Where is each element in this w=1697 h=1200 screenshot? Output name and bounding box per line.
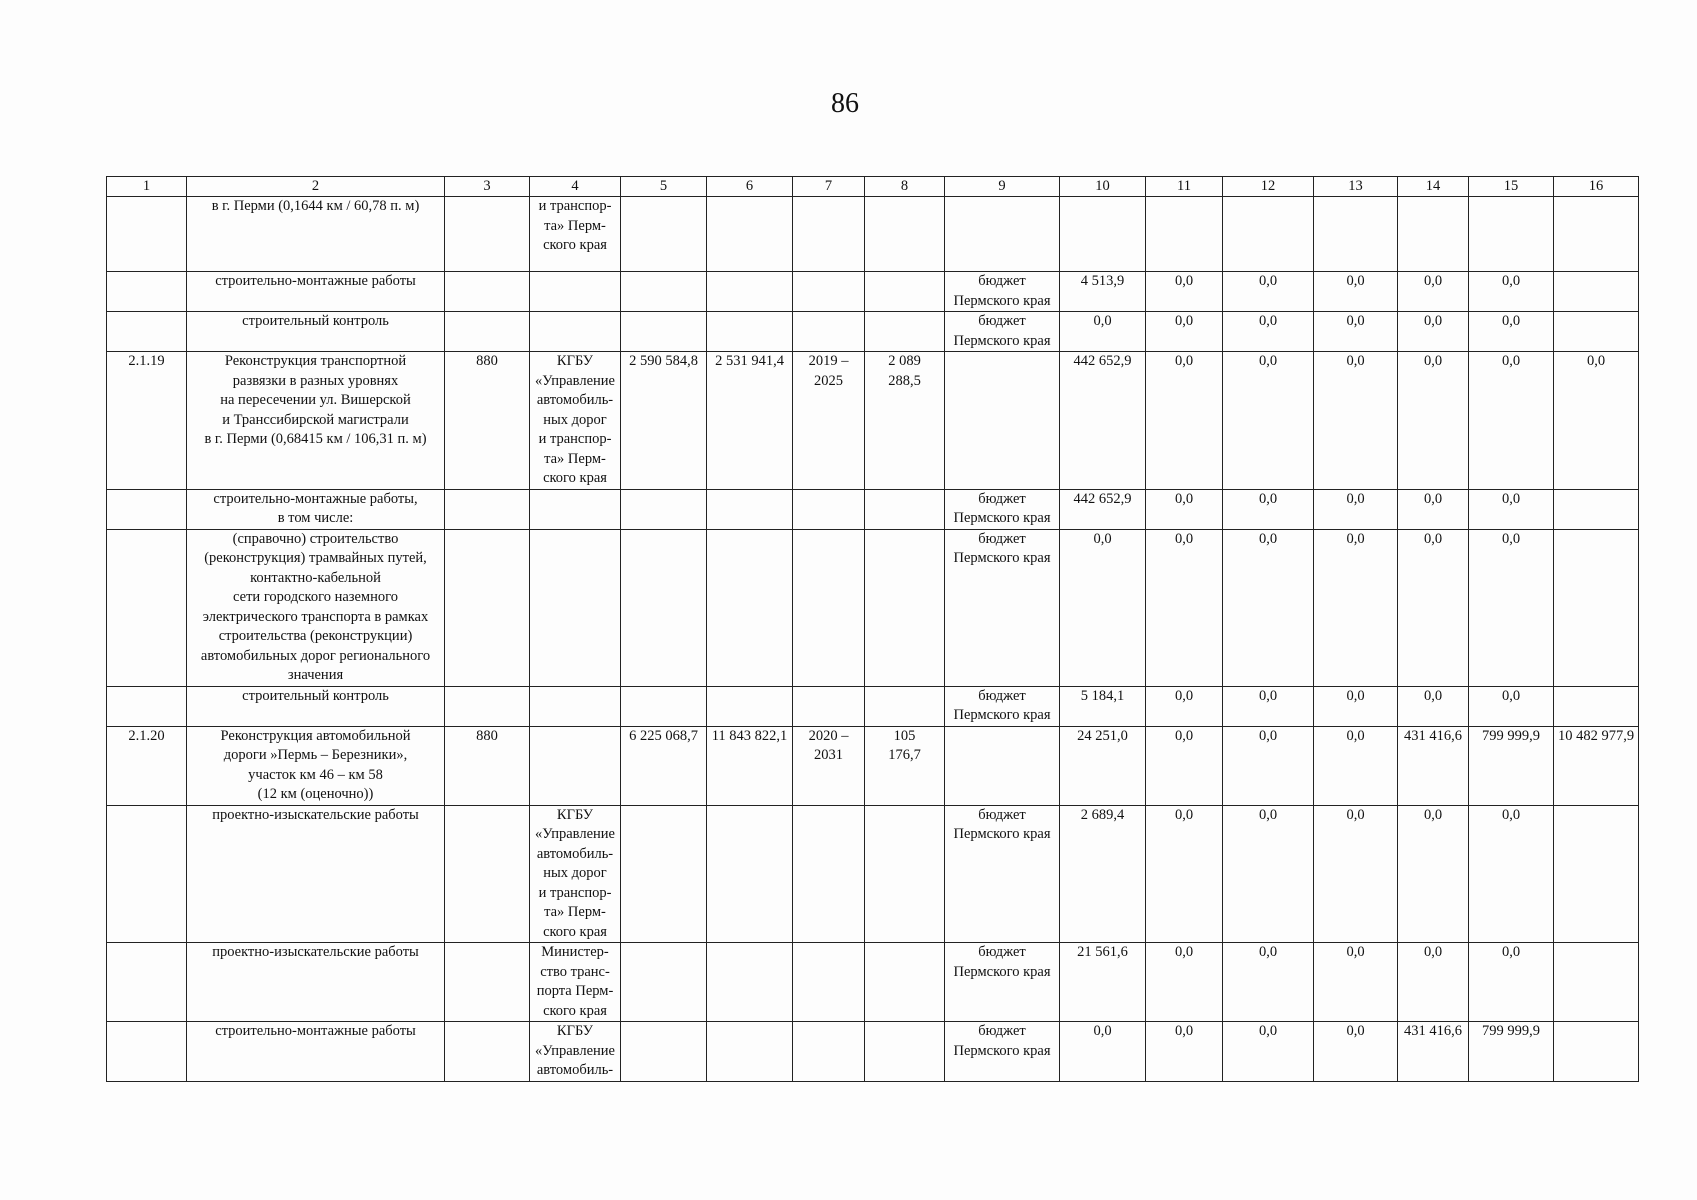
table-cell-col-3: 880: [445, 352, 530, 490]
table-cell-col-5: [621, 805, 707, 943]
column-number-13: 13: [1314, 177, 1398, 197]
table-cell-col-9: [945, 197, 1060, 272]
table-cell-col-6: [707, 943, 793, 1022]
table-cell-col-14: 0,0: [1398, 312, 1469, 352]
table-cell-col-15: 0,0: [1469, 312, 1554, 352]
table-cell-col-10: 0,0: [1060, 312, 1146, 352]
table-cell-col-3: [445, 312, 530, 352]
table-cell-col-2: строительный контроль: [187, 312, 445, 352]
table-cell-col-4: КГБУ «Управление автомобиль- ных дорог и транспор- та» Перм- ского края: [530, 352, 621, 490]
table-cell-col-5: 6 225 068,7: [621, 726, 707, 805]
table-cell-col-2: строительно-монтажные работы, в том числе:: [187, 489, 445, 529]
table-cell-col-12: 0,0: [1223, 489, 1314, 529]
table-cell-col-15: 0,0: [1469, 489, 1554, 529]
column-number-row: [107, 177, 1639, 197]
table-cell-col-8: [865, 529, 945, 686]
table-cell-col-6: [707, 805, 793, 943]
table-cell-col-6: 2 531 941,4: [707, 352, 793, 490]
table-cell-col-3: [445, 489, 530, 529]
table-cell-col-5: [621, 312, 707, 352]
table-cell-col-2: Реконструкция автомобильной дороги »Пермь – Березники», участок км 46 – км 58 (12 км (оценочно)): [187, 726, 445, 805]
table-cell-col-10: 2 689,4: [1060, 805, 1146, 943]
table-row: [107, 312, 1639, 352]
table-cell-col-3: [445, 197, 530, 272]
table-cell-col-8: [865, 272, 945, 312]
table-cell-col-7: [793, 943, 865, 1022]
table-cell-col-12: 0,0: [1223, 352, 1314, 490]
page-number: 86: [831, 88, 859, 119]
table-cell-col-13: [1314, 197, 1398, 272]
table-cell-col-12: 0,0: [1223, 312, 1314, 352]
table-cell-col-6: [707, 312, 793, 352]
table-row: [107, 489, 1639, 529]
table-cell-col-9: бюджет Пермского края: [945, 272, 1060, 312]
column-number-3: 3: [445, 177, 530, 197]
table-cell-col-15: 0,0: [1469, 805, 1554, 943]
table-cell-col-1: [107, 529, 187, 686]
table-row: [107, 943, 1639, 1022]
column-number-8: 8: [865, 177, 945, 197]
table-cell-col-1: [107, 312, 187, 352]
table-cell-col-13: 0,0: [1314, 1022, 1398, 1082]
table-cell-col-15: 799 999,9: [1469, 1022, 1554, 1082]
table-cell-col-14: 431 416,6: [1398, 726, 1469, 805]
table-cell-col-2: строительный контроль: [187, 686, 445, 726]
table-cell-col-16: [1554, 943, 1639, 1022]
table-cell-col-3: [445, 529, 530, 686]
table-cell-col-8: [865, 943, 945, 1022]
table-cell-col-1: [107, 686, 187, 726]
table-cell-col-13: 0,0: [1314, 352, 1398, 490]
table-cell-col-11: 0,0: [1146, 352, 1223, 490]
column-number-12: 12: [1223, 177, 1314, 197]
table-cell-col-8: 105 176,7: [865, 726, 945, 805]
table-cell-col-4: Министер- ство транс- порта Перм- ского края: [530, 943, 621, 1022]
table-cell-col-1: [107, 805, 187, 943]
table-cell-col-1: [107, 1022, 187, 1082]
table-cell-col-12: 0,0: [1223, 686, 1314, 726]
table-cell-col-2: (справочно) строительство (реконструкция) трамвайных путей, контактно-кабельной сети городского наземного электрического транспорта в рамках строительства (реконструкции) автомобильных дорог регионального значения: [187, 529, 445, 686]
table-cell-col-11: 0,0: [1146, 529, 1223, 686]
table-cell-col-11: 0,0: [1146, 489, 1223, 529]
table-cell-col-10: 4 513,9: [1060, 272, 1146, 312]
table-cell-col-1: [107, 489, 187, 529]
table-cell-col-15: 0,0: [1469, 272, 1554, 312]
table-cell-col-10: 442 652,9: [1060, 352, 1146, 490]
table-cell-col-11: 0,0: [1146, 726, 1223, 805]
table-cell-col-5: [621, 272, 707, 312]
table-cell-col-10: 0,0: [1060, 529, 1146, 686]
table-cell-col-5: [621, 529, 707, 686]
table-cell-col-4: КГБУ «Управление автомобиль-: [530, 1022, 621, 1082]
table-cell-col-14: 0,0: [1398, 805, 1469, 943]
table-cell-col-6: [707, 686, 793, 726]
table-cell-col-8: [865, 805, 945, 943]
table-cell-col-14: 0,0: [1398, 529, 1469, 686]
column-number-5: 5: [621, 177, 707, 197]
table-cell-col-9: бюджет Пермского края: [945, 489, 1060, 529]
table-cell-col-14: 0,0: [1398, 272, 1469, 312]
table-cell-col-8: 2 089 288,5: [865, 352, 945, 490]
table-cell-col-3: [445, 686, 530, 726]
table-cell-col-9: бюджет Пермского края: [945, 1022, 1060, 1082]
table-cell-col-14: 431 416,6: [1398, 1022, 1469, 1082]
column-number-14: 14: [1398, 177, 1469, 197]
table-row: [107, 1022, 1639, 1082]
table-cell-col-10: 442 652,9: [1060, 489, 1146, 529]
table-cell-col-7: [793, 686, 865, 726]
table-cell-col-3: [445, 1022, 530, 1082]
table-cell-col-8: [865, 1022, 945, 1082]
table-cell-col-16: [1554, 197, 1639, 272]
column-number-7: 7: [793, 177, 865, 197]
table-cell-col-1: [107, 197, 187, 272]
table-cell-col-6: [707, 197, 793, 272]
table-cell-col-4: и транспор- та» Перм- ского края: [530, 197, 621, 272]
table-cell-col-16: [1554, 312, 1639, 352]
column-number-15: 15: [1469, 177, 1554, 197]
table-cell-col-15: 0,0: [1469, 352, 1554, 490]
table-cell-col-13: 0,0: [1314, 312, 1398, 352]
table-cell-col-7: [793, 805, 865, 943]
table-row: [107, 529, 1639, 686]
table-cell-col-9: бюджет Пермского края: [945, 312, 1060, 352]
table-cell-col-5: [621, 686, 707, 726]
table-cell-col-9: бюджет Пермского края: [945, 686, 1060, 726]
table-cell-col-14: 0,0: [1398, 943, 1469, 1022]
table-cell-col-15: 0,0: [1469, 529, 1554, 686]
table-cell-col-12: 0,0: [1223, 529, 1314, 686]
table-cell-col-10: 21 561,6: [1060, 943, 1146, 1022]
table-cell-col-9: [945, 352, 1060, 490]
table-cell-col-4: [530, 686, 621, 726]
table-cell-col-10: [1060, 197, 1146, 272]
table-cell-col-7: [793, 312, 865, 352]
table-cell-col-13: 0,0: [1314, 726, 1398, 805]
table-cell-col-15: [1469, 197, 1554, 272]
table-cell-col-6: [707, 529, 793, 686]
table-cell-col-2: в г. Перми (0,1644 км / 60,78 п. м): [187, 197, 445, 272]
table-cell-col-6: [707, 272, 793, 312]
table-cell-col-11: 0,0: [1146, 272, 1223, 312]
table-row: [107, 805, 1639, 943]
table-cell-col-10: 0,0: [1060, 1022, 1146, 1082]
table-row: [107, 352, 1639, 490]
table-cell-col-14: 0,0: [1398, 489, 1469, 529]
table-cell-col-15: 0,0: [1469, 943, 1554, 1022]
column-number-9: 9: [945, 177, 1060, 197]
table-cell-col-13: 0,0: [1314, 529, 1398, 686]
table-cell-col-14: 0,0: [1398, 352, 1469, 490]
table-cell-col-7: [793, 197, 865, 272]
table-row: [107, 272, 1639, 312]
table-cell-col-13: 0,0: [1314, 805, 1398, 943]
column-number-1: 1: [107, 177, 187, 197]
table-cell-col-15: 0,0: [1469, 686, 1554, 726]
table-cell-col-5: [621, 489, 707, 529]
table-cell-col-8: [865, 312, 945, 352]
table-cell-col-3: 880: [445, 726, 530, 805]
column-number-11: 11: [1146, 177, 1223, 197]
table-cell-col-4: [530, 529, 621, 686]
table-cell-col-4: [530, 726, 621, 805]
table-cell-col-9: бюджет Пермского края: [945, 805, 1060, 943]
table-cell-col-1: 2.1.19: [107, 352, 187, 490]
table-cell-col-12: 0,0: [1223, 272, 1314, 312]
table-cell-col-16: [1554, 489, 1639, 529]
table-cell-col-12: 0,0: [1223, 805, 1314, 943]
table-cell-col-6: 11 843 822,1: [707, 726, 793, 805]
table-cell-col-16: 10 482 977,9: [1554, 726, 1639, 805]
table-cell-col-4: [530, 489, 621, 529]
table-cell-col-15: 799 999,9: [1469, 726, 1554, 805]
table-cell-col-1: [107, 272, 187, 312]
table-cell-col-11: 0,0: [1146, 686, 1223, 726]
table-cell-col-1: 2.1.20: [107, 726, 187, 805]
column-number-2: 2: [187, 177, 445, 197]
table-cell-col-13: 0,0: [1314, 686, 1398, 726]
table-cell-col-11: 0,0: [1146, 805, 1223, 943]
table-cell-col-16: [1554, 805, 1639, 943]
table-cell-col-14: [1398, 197, 1469, 272]
table-cell-col-13: 0,0: [1314, 489, 1398, 529]
table-cell-col-10: 5 184,1: [1060, 686, 1146, 726]
table-cell-col-2: строительно-монтажные работы: [187, 1022, 445, 1082]
column-number-6: 6: [707, 177, 793, 197]
column-number-10: 10: [1060, 177, 1146, 197]
table-cell-col-7: 2020 – 2031: [793, 726, 865, 805]
table-cell-col-2: Реконструкция транспортной развязки в разных уровнях на пересечении ул. Вишерской и Транссибирской магистрали в г. Перми (0,68415 км / 106,31 п. м): [187, 352, 445, 490]
table-cell-col-3: [445, 943, 530, 1022]
table-row: [107, 726, 1639, 805]
table-cell-col-7: [793, 529, 865, 686]
table-cell-col-7: [793, 1022, 865, 1082]
table-cell-col-8: [865, 489, 945, 529]
table-cell-col-7: [793, 489, 865, 529]
table-cell-col-4: [530, 312, 621, 352]
table-cell-col-12: 0,0: [1223, 1022, 1314, 1082]
table-cell-col-6: [707, 489, 793, 529]
table-cell-col-10: 24 251,0: [1060, 726, 1146, 805]
table-cell-col-3: [445, 805, 530, 943]
table-cell-col-5: [621, 197, 707, 272]
table-cell-col-8: [865, 686, 945, 726]
table-cell-col-16: [1554, 529, 1639, 686]
table-row: [107, 197, 1639, 272]
table-cell-col-2: проектно-изыскательские работы: [187, 943, 445, 1022]
table-cell-col-6: [707, 1022, 793, 1082]
table-cell-col-12: [1223, 197, 1314, 272]
table-cell-col-11: 0,0: [1146, 1022, 1223, 1082]
table-cell-col-12: 0,0: [1223, 726, 1314, 805]
budget-table: [106, 176, 1639, 1082]
column-number-4: 4: [530, 177, 621, 197]
table-cell-col-2: проектно-изыскательские работы: [187, 805, 445, 943]
table-row: [107, 686, 1639, 726]
table-cell-col-3: [445, 272, 530, 312]
table-cell-col-5: [621, 943, 707, 1022]
table-cell-col-16: [1554, 1022, 1639, 1082]
table-cell-col-1: [107, 943, 187, 1022]
table-cell-col-14: 0,0: [1398, 686, 1469, 726]
table-cell-col-13: 0,0: [1314, 943, 1398, 1022]
table-cell-col-7: 2019 – 2025: [793, 352, 865, 490]
table-cell-col-16: [1554, 686, 1639, 726]
table-cell-col-13: 0,0: [1314, 272, 1398, 312]
table-cell-col-2: строительно-монтажные работы: [187, 272, 445, 312]
table-cell-col-11: [1146, 197, 1223, 272]
table-cell-col-4: КГБУ «Управление автомобиль- ных дорог и транспор- та» Перм- ского края: [530, 805, 621, 943]
table-cell-col-8: [865, 197, 945, 272]
table-cell-col-12: 0,0: [1223, 943, 1314, 1022]
table-cell-col-9: [945, 726, 1060, 805]
table-cell-col-4: [530, 272, 621, 312]
table-cell-col-11: 0,0: [1146, 943, 1223, 1022]
table-cell-col-16: 0,0: [1554, 352, 1639, 490]
table-cell-col-5: 2 590 584,8: [621, 352, 707, 490]
table-cell-col-16: [1554, 272, 1639, 312]
table-cell-col-5: [621, 1022, 707, 1082]
column-number-16: 16: [1554, 177, 1639, 197]
table-cell-col-7: [793, 272, 865, 312]
table-cell-col-11: 0,0: [1146, 312, 1223, 352]
table-cell-col-9: бюджет Пермского края: [945, 529, 1060, 686]
table-cell-col-9: бюджет Пермского края: [945, 943, 1060, 1022]
